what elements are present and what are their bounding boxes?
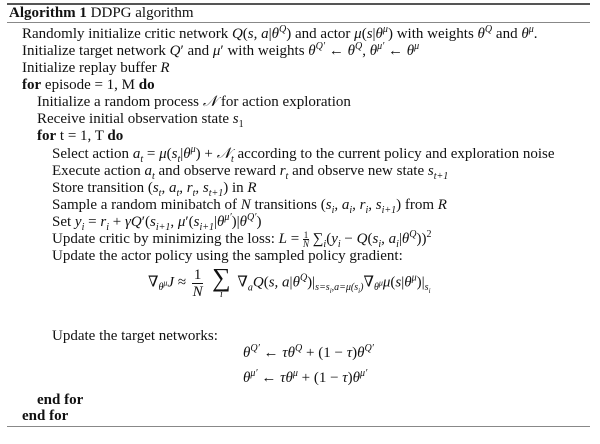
target-update-critic-equation: $\theta^{Q'}$ ← $\tau\theta^Q + (1 - \tau)\theta^{Q'}$ (243, 343, 374, 361)
algo-line-end-for-inner: end for (37, 392, 84, 408)
algo-line-update-actor: Update the actor policy using the sampled policy gradient: (52, 248, 403, 264)
algo-line-for-t: for t = 1, T do (37, 128, 124, 144)
algo-line-execute-action: Execute action $a_t$ and observe reward $r_t$ and observe new state $s_{t+1}$ (52, 163, 449, 182)
algo-line-init-target: Initialize target network Q′ and μ′ with weights $\theta^{Q'}$ ← $\theta^Q$, $\theta^{\mu'}$ ← $\theta^\mu$ (22, 41, 420, 59)
bottom-rule (7, 426, 590, 427)
algorithm-label: Algorithm 1 (9, 5, 87, 21)
algo-line-update-target: Update the target networks: (52, 328, 218, 344)
algo-line-init-buffer: Initialize replay buffer R (22, 60, 170, 76)
algo-line-init-networks: Randomly initialize critic network Q(s, $a|\theta^Q$) and actor $\mu(s|\theta^\mu)$ with weights $\theta^Q$ and $\theta^\mu$. (22, 24, 538, 42)
policy-gradient-equation: $\nabla_{\theta^\mu}J$ ≈ $\frac{1}{N}$ ∑ i $\nabla_aQ(s$, $a|\theta^Q)|_{s=s_i,a=\mu(s_i)}\nabla_{\theta^\mu}\mu(s|\theta^\mu)|_{s_i}$ (148, 263, 431, 300)
algo-line-for-episode: for episode = 1, M do (22, 77, 155, 93)
algo-line-end-for-outer: end for (22, 408, 69, 424)
algo-line-receive-state: Receive initial observation state $s_1$ (37, 111, 244, 130)
target-update-actor-equation: $\theta^{\mu'}$ ← $\tau\theta^\mu + (1 - \tau)\theta^{\mu'}$ (243, 368, 368, 386)
algo-line-store-transition: Store transition ($s_t$, $a_t$, $r_t$, $s_{t+1}$) in R (52, 180, 257, 199)
caption-rule (7, 22, 590, 23)
algorithm-title: DDPG algorithm (90, 5, 194, 21)
algorithm-caption (9, 5, 194, 22)
algo-line-sample-minibatch: Sample a random minibatch of N transitions ($s_i$, $a_i$, $r_i$, $s_{i+1}$) from R (52, 197, 447, 216)
algo-line-select-action: Select action $a_t = \mu(s_t|\theta^\mu)$ + 𝒩$_t$ according to the current policy and exploration noise (52, 144, 555, 165)
algo-line-update-critic: Update critic by minimizing the loss: L = $\frac{1}{N}$ $\sum_i(y_i - Q(s_i$, $a_i|\theta^Q))^2$ (52, 229, 432, 250)
algo-line-init-noise: Initialize a random process 𝒩 for action exploration (37, 94, 351, 110)
algo-line-set-target: Set $y_i = r_i + \gamma Q'(s_{i+1}$, $\mu'(s_{i+1}|\theta^{\mu'})|\theta^{Q'}$) (52, 212, 262, 233)
